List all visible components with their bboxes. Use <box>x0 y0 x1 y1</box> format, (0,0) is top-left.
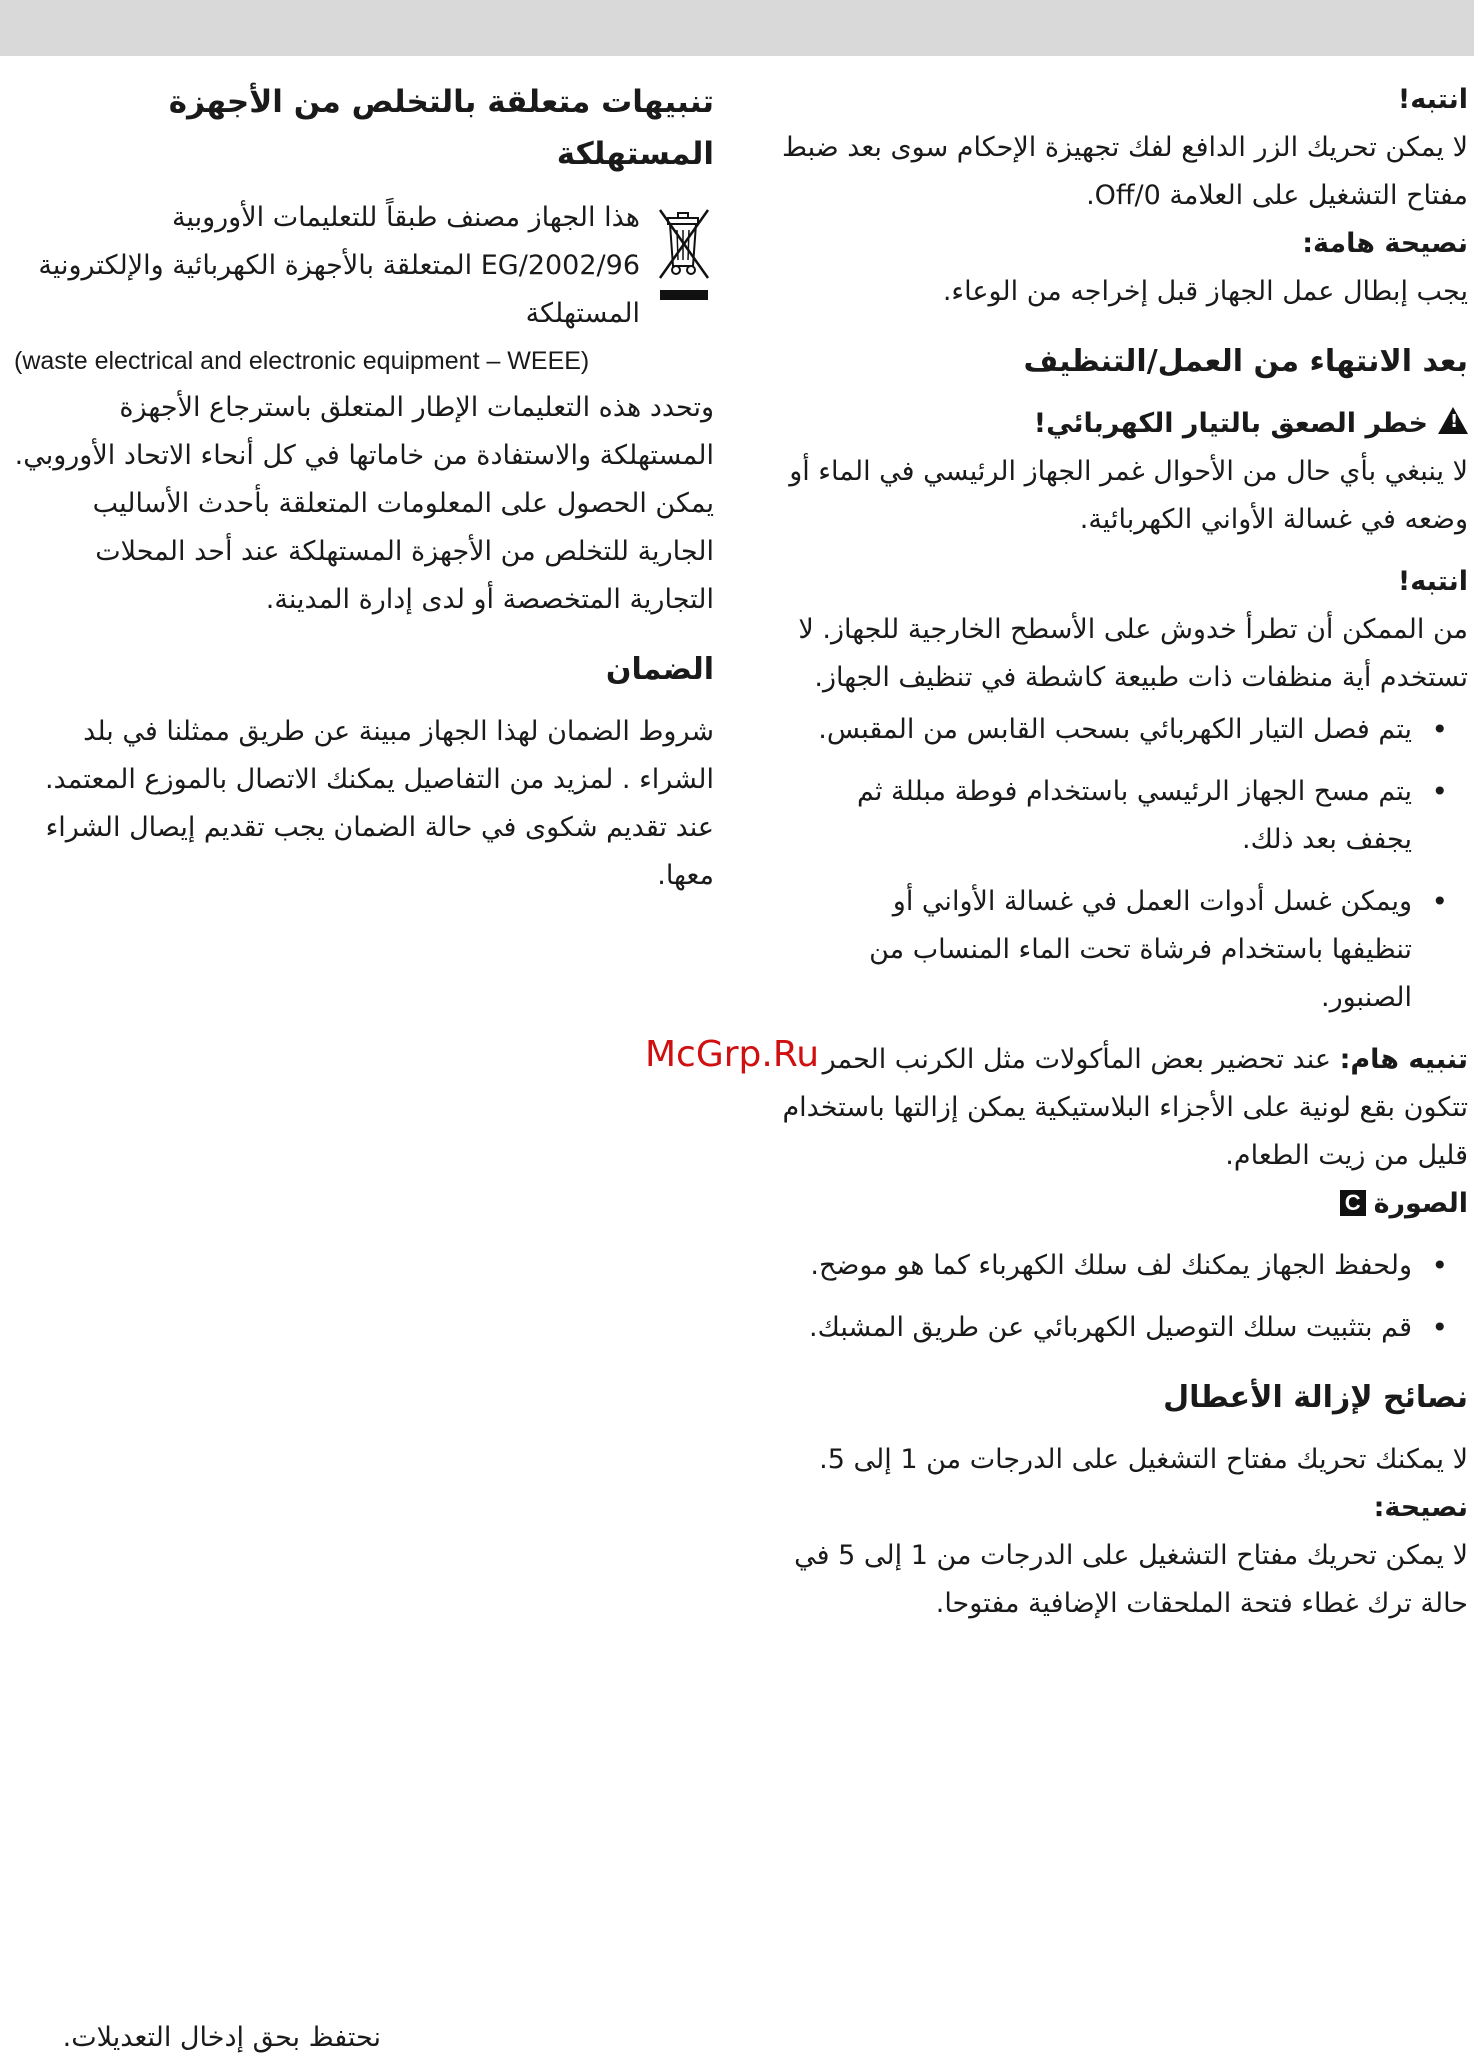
shock-heading: خطر الصعق بالتيار الكهربائي! <box>1033 408 1428 439</box>
tip-text: يجب إبطال عمل الجهاز قبل إخراجه من الوعاء. <box>942 276 1468 307</box>
advice-text: لا يمكن تحريك مفتاح التشغيل على الدرجات من 1 إلى 5 في حالة ترك غطاء فتحة الملحقات الإضافية مفتوحا. <box>794 1540 1468 1619</box>
shock-heading-row <box>768 400 1468 448</box>
attention-heading-1: انتبه! <box>1397 84 1468 115</box>
watermark: McGrp.Ru <box>645 1034 820 1075</box>
warning-triangle-icon <box>1438 407 1468 434</box>
weee-block <box>14 194 714 338</box>
crossed-bin-icon <box>654 204 714 308</box>
attention-text-2: من الممكن أن تطرأ خدوش على الأسطح الخارجية للجهاز. لا تستخدم أية منظفات ذات طبيعة كاشطة في تنظيف الجهاز. <box>798 614 1468 693</box>
list-item: • يتم فصل التيار الكهربائي بسحب القابس من المقبس. <box>768 706 1468 754</box>
trouble-text: لا يمكنك تحريك مفتاح التشغيل على الدرجات من 1 إلى 5. <box>819 1444 1468 1475</box>
cleaning-heading: بعد الانتهاء من العمل/التنظيف <box>1023 344 1468 379</box>
list-item: • ولحفظ الجهاز يمكنك لف سلك الكهرباء كما هو موضح. <box>768 1242 1468 1290</box>
important-text: عند تحضير بعض المأكولات مثل الكرنب الحمر تتكون بقع لونية على الأجزاء البلاستيكية يمكن إزالتها باستخدام قليل من زيت الطعام. <box>782 1044 1468 1171</box>
important-label: تنبيه هام: <box>1339 1044 1468 1075</box>
warranty-text: شروط الضمان لهذا الجهاز مبينة عن طريق ممثلنا في بلد الشراء . لمزيد من التفاصيل يمكنك الاتصال بالموزع المعتمد. عند تقديم شكوى في حالة الضمان يجب تقديم إيصال الشراء معها. <box>44 716 714 891</box>
storage-bullets <box>768 1242 1468 1352</box>
tip-heading: نصيحة هامة: <box>1302 228 1468 259</box>
list-item: • يتم مسح الجهاز الرئيسي باستخدام فوطة مبللة ثم يجفف بعد ذلك. <box>768 768 1468 864</box>
top-gray-bar <box>0 0 1474 56</box>
warranty-heading: الضمان <box>605 652 714 687</box>
weee-text: هذا الجهاز مصنف طبقاً للتعليمات الأوروبية 2002/96/EG المتعلقة بالأجهزة الكهربائية والإلكترونية المستهلكة <box>38 202 640 329</box>
shock-text: لا ينبغي بأي حال من الأحوال غمر الجهاز الرئيسي في الماء أو وضعه في غسالة الأواني الكهربائية. <box>789 456 1468 535</box>
attention-text-1: لا يمكن تحريك الزر الدافع لفك تجهيزة الإحكام سوى بعد ضبط مفتاح التشغيل على العلامة Off/0. <box>781 132 1468 211</box>
footer-note: نحتفظ بحق إدخال التعديلات. <box>62 2022 381 2053</box>
attention-heading-2: انتبه! <box>1397 566 1468 597</box>
advice-heading: نصيحة: <box>1373 1492 1468 1523</box>
right-column <box>768 76 1468 1628</box>
list-item: • ويمكن غسل أدوات العمل في غسالة الأواني أو تنظيفها باستخدام فرشاة تحت الماء المنساب من الصنبور. <box>768 878 1468 1022</box>
important-note <box>768 1036 1468 1180</box>
trouble-heading: نصائح لإزالة الأعطال <box>1163 1380 1468 1415</box>
weee-english: (waste electrical and electronic equipment – WEEE) <box>14 347 590 375</box>
list-item: • قم بتثبيت سلك التوصيل الكهربائي عن طريق المشبك. <box>768 1304 1468 1352</box>
figure-ref <box>768 1180 1468 1228</box>
left-column <box>14 76 714 900</box>
disposal-heading: تنبيهات متعلقة بالتخلص من الأجهزة المستهلكة <box>168 84 714 172</box>
cleaning-bullets <box>768 706 1468 1022</box>
weee-body: وتحدد هذه التعليمات الإطار المتعلق باسترجاع الأجهزة المستهلكة والاستفادة من خاماتها في كل أنحاء الاتحاد الأوروبي. يمكن الحصول على المعلومات المتعلقة بأحدث الأساليب الجارية للتخلص من الأجهزة المستهلكة عند أحد المحلات التجارية المتخصصة أو لدى إدارة المدينة. <box>14 392 714 615</box>
figure-label: الصورة <box>1373 1188 1468 1219</box>
figure-letter-badge: C <box>1340 1190 1366 1216</box>
